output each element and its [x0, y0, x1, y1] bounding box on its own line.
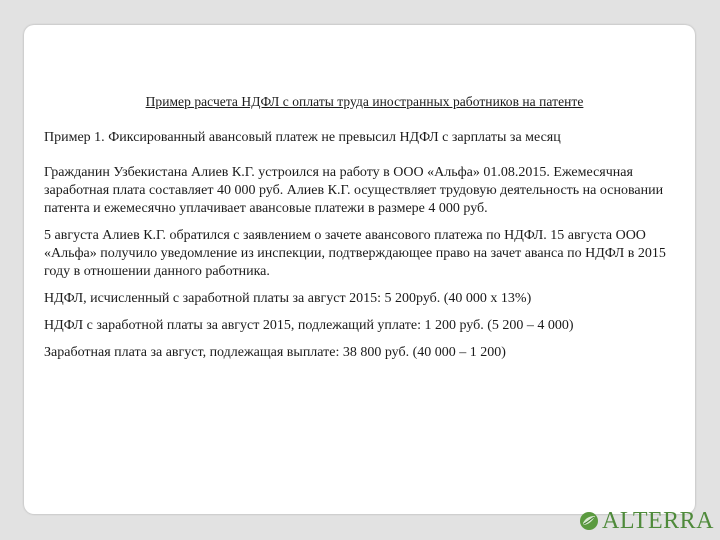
paragraph-tax-payable: НДФЛ с заработной платы за август 2015, подлежащий уплате: 1 200 руб. (5 200 – 4 000) — [44, 318, 574, 333]
example-heading — [44, 129, 684, 147]
slide-card — [24, 25, 695, 514]
example-text: Фиксированный авансовый платеж не превысил НДФЛ с зарплаты за месяц — [104, 130, 561, 145]
paragraph-employee: Гражданин Узбекистана Алиев К.Г. устроился на работу в ООО «Альфа» 01.08.2015. Ежемесячная заработная плата составляет 40 000 руб. Алиев К.Г. осуществляет трудовую деятельность на основании патента и ежемесячно уплачивает авансовые платежи в размере 4 000 руб. — [44, 165, 664, 216]
logo-text: ALTERRA — [602, 508, 714, 534]
example-label: Пример 1. — [44, 130, 105, 145]
alterra-logo — [579, 509, 714, 533]
globe-leaf-icon — [579, 511, 599, 531]
paragraph-application: 5 августа Алиев К.Г. обратился с заявлением о зачете авансового платежа по НДФЛ. 15 августа ООО «Альфа» получило уведомление из инспекции, подтверждающее право на зачет аванса по НДФЛ в 2015 году в отношении данного работника. — [44, 228, 666, 279]
paragraph-calculated-tax: НДФЛ, исчисленный с заработной платы за август 2015: 5 200руб. (40 000 х 13%) — [44, 291, 532, 306]
slide-title: Пример расчета НДФЛ с оплаты труда иностранных работников на патенте — [145, 94, 584, 109]
slide-content — [44, 129, 684, 371]
paragraph-salary-payable: Заработная плата за август, подлежащая выплате: 38 800 руб. (40 000 – 1 200) — [44, 345, 506, 360]
